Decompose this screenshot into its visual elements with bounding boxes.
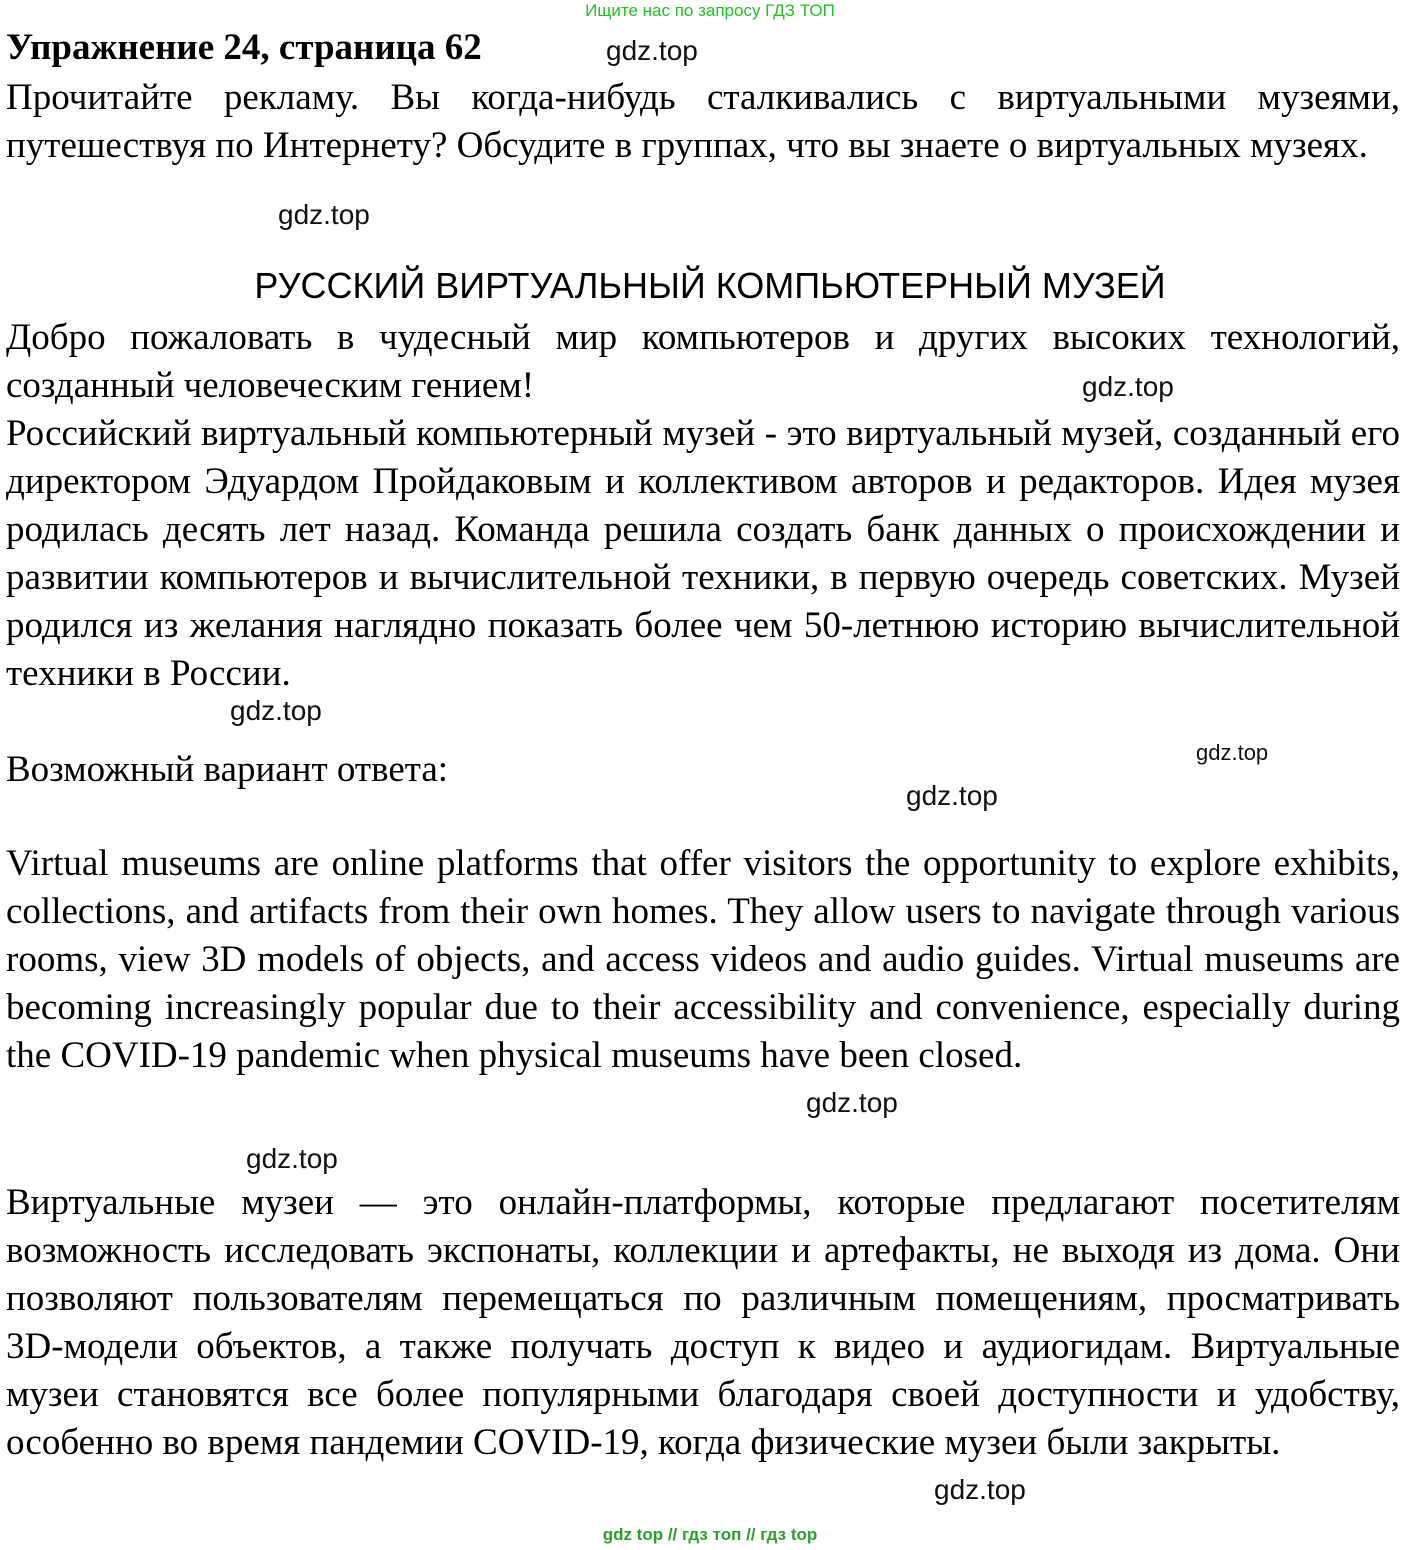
watermark: gdz.top <box>246 1143 338 1174</box>
top-banner: Ищите нас по запросу ГДЗ ТОП <box>585 1 835 20</box>
footer-links: gdz top // гдз топ // гдз top <box>602 1525 818 1544</box>
ad-welcome-text: Добро пожаловать в чудесный мир компьютеров и других высоких технологий, созданный человеческим гением! <box>6 317 1400 406</box>
answer-english: Virtual museums are online platforms that offer visitors the opportunity to explore exhibits, collections, and artifacts from their own homes. They allow users to navigate through various rooms, view 3D models of objects, and access videos and audio guides. Virtual museums are becoming increasingly popular due to their accessibility and convenience, especially during the COVID-19 pandemic when physical museums have been closed. <box>6 843 1400 1076</box>
ad-heading: РУССКИЙ ВИРТУАЛЬНЫЙ КОМПЬЮТЕРНЫЙ МУЗЕЙ <box>254 265 1166 306</box>
task-text: Прочитайте рекламу. Вы когда-нибудь сталкивались с виртуальными музеями, путешествуя по Интернету? Обсудите в группах, что вы знаете о виртуальных музеях. <box>6 77 1400 166</box>
watermark: gdz.top <box>934 1474 1026 1505</box>
watermark: gdz.top <box>906 780 998 811</box>
ad-body-text: Российский виртуальный компьютерный музей - это виртуальный музей, созданный его директором Эдуардом Пройдаковым и коллективом авторов и редакторов. Идея музея родилась десять лет назад. Команда решила создать банк данных о происхождении и развитии компьютеров и вычислительной техники, в первую очередь советских. Музей родился из желания наглядно показать более чем 50-летнюю историю вычислительной техники в России. <box>6 413 1400 694</box>
answer-russian: Виртуальные музеи — это онлайн-платформы, которые предлагают посетителям возможность исследовать экспонаты, коллекции и артефакты, не выходя из дома. Они позволяют пользователям перемещаться по различным помещениям, просматривать 3D-модели объектов, а также получать доступ к видео и аудиогидам. Виртуальные музеи становятся все более популярными благодаря своей доступности и удобству, особенно во время пандемии COVID-19, когда физические музеи были закрыты. <box>6 1182 1400 1463</box>
watermark: gdz.top <box>606 35 698 66</box>
watermark: gdz.top <box>1082 371 1174 402</box>
exercise-title: Упражнение 24, страница 62 <box>6 27 482 68</box>
answer-label: Возможный вариант ответа: <box>6 749 449 790</box>
watermark: gdz.top <box>806 1087 898 1118</box>
watermark: gdz.top <box>230 695 322 726</box>
watermark: gdz.top <box>1196 740 1269 765</box>
watermark: gdz.top <box>278 199 370 230</box>
